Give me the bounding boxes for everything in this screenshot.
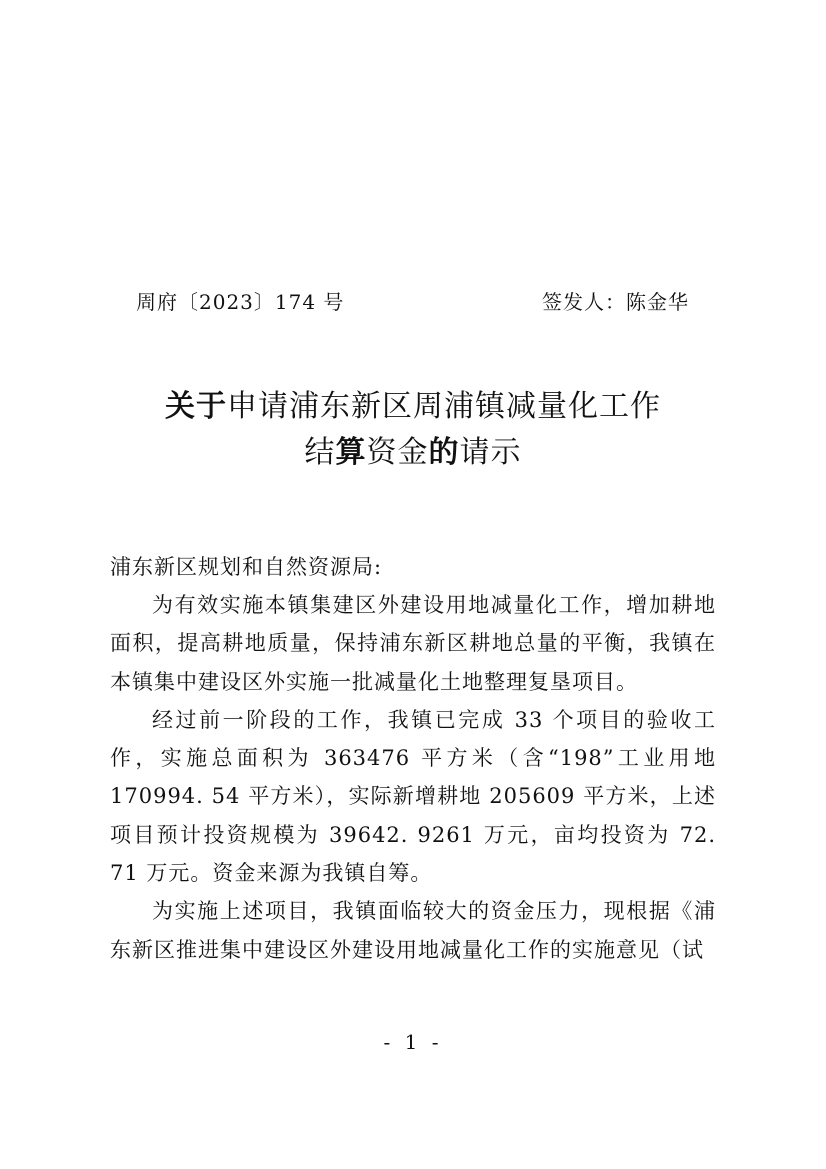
document-body [110, 586, 716, 969]
title-line-2 [0, 430, 826, 476]
page-number: - 1 - [383, 1030, 443, 1054]
signer: 签发人：陈金华 [542, 290, 689, 314]
document-title [0, 384, 826, 476]
title-part-c: 资金 [366, 435, 429, 470]
recipient: 浦东新区规划和自然资源局: [110, 555, 383, 579]
title-part-a: 结 [304, 435, 336, 470]
paragraph: 为有效实施本镇集建区外建设用地减量化工作，增加耕地面积，提高耕地质量，保持浦东新区耕地总量的平衡，我镇在本镇集中建设区外实施一批减量化土地整理复垦项目。 [110, 593, 716, 694]
document-header [0, 286, 826, 316]
paragraph: 经过前一阶段的工作，我镇已完成 33 个项目的验收工作，实施总面积为 363476 平方米（含“198”工业用地 170994. 54 平方米），实际新增耕地 205609 平方米，上述项目预计投资规模为 39642. 9261 万元，亩均投资为 72. 71 万元。资金来源为我镇自筹。 [110, 707, 716, 886]
paragraph: 为实施上述项目，我镇面临较大的资金压力，现根据《浦东新区推进集中建设区外建设用地减量化工作的实施意见（试 [110, 899, 716, 962]
title-about: 关于 [165, 389, 227, 424]
title-part-b: 算 [335, 435, 367, 470]
title-line-1 [0, 384, 826, 430]
document-number: 周府〔2023〕174 号 [136, 290, 345, 314]
title-subject: 申请浦东新区周浦镇减量化工作 [227, 389, 661, 424]
title-part-d: 的 [428, 435, 460, 470]
title-part-e: 请示 [459, 435, 522, 470]
